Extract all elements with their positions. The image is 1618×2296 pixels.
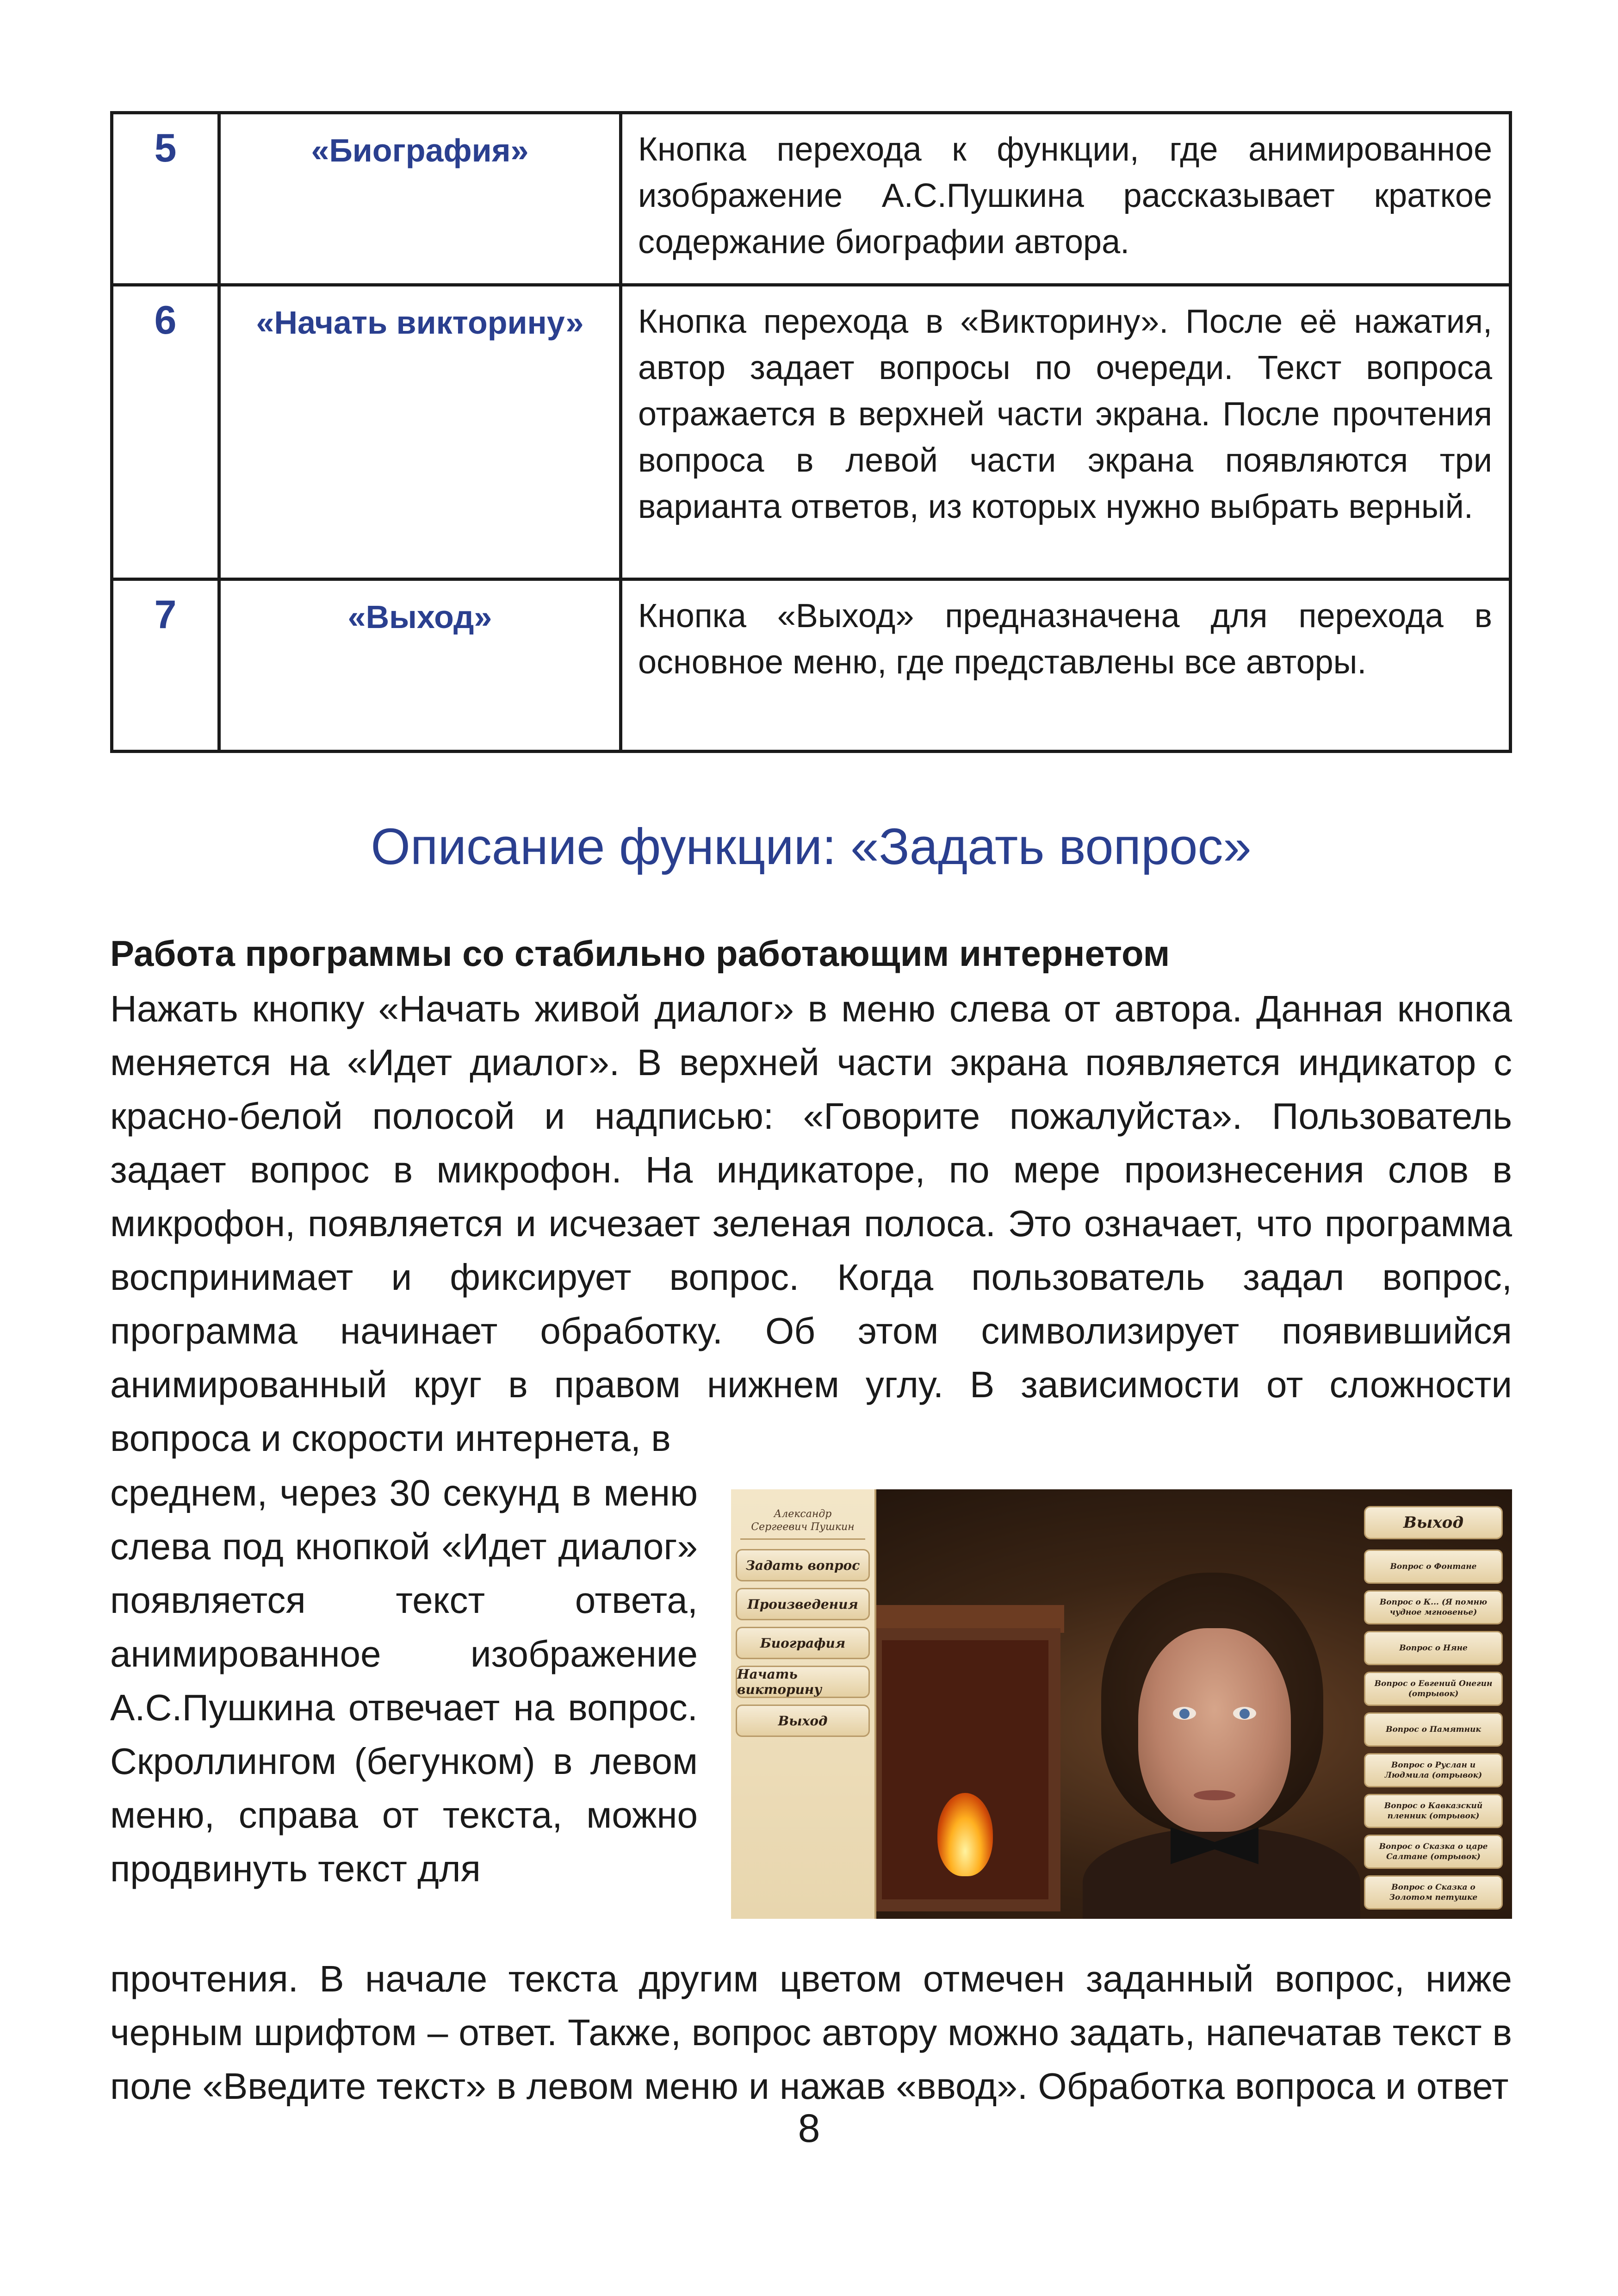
eye-icon bbox=[1233, 1707, 1256, 1720]
left-menu bbox=[731, 1489, 876, 1919]
mouth bbox=[1194, 1790, 1235, 1800]
works-button[interactable]: Произведения bbox=[736, 1588, 870, 1620]
button-description: Кнопка перехода в «Викторину». После её нажатия, автор задает вопросы по очереди. Текст вопроса отражается в верхней части экрана. После прочтения вопроса в левой части экрана появляются три варианта ответов, из которых нужно выбрать верный. bbox=[621, 285, 1511, 579]
question-button[interactable]: Вопрос о Сказка о царе Салтане (отрывок) bbox=[1364, 1835, 1503, 1869]
portrait-face bbox=[1138, 1628, 1291, 1832]
right-exit-button[interactable]: Выход bbox=[1364, 1506, 1503, 1539]
table-row bbox=[112, 285, 1511, 579]
page-number: 8 bbox=[798, 2106, 820, 2151]
table-row bbox=[112, 579, 1511, 752]
right-menu bbox=[1364, 1506, 1503, 1913]
section-heading: Описание функции: «Задать вопрос» bbox=[371, 818, 1252, 875]
ask-question-button[interactable]: Задать вопрос bbox=[736, 1549, 870, 1581]
fireplace bbox=[870, 1628, 1060, 1911]
row-number: 7 bbox=[112, 579, 219, 752]
question-button[interactable]: Вопрос о Руслан и Людмила (отрывок) bbox=[1364, 1753, 1503, 1787]
app-screenshot bbox=[731, 1489, 1512, 1919]
body-paragraph: Нажать кнопку «Начать живой диалог» в меню слева от автора. Данная кнопка меняется на «Идет диалог». В верхней части экрана появляется индикатор с красно-белой полосой и надписью: «Говорите пожалуйста». Пользователь задает вопрос в микрофон. На индикаторе, по мере произнесения слов в микрофон, появляется и исчезает зеленая полоса. Это означает, что программа воспринимает и фиксирует вопрос. Когда пользователь задал вопрос, программа начинает обработку. Об этом символизирует появившийся анимированный круг в правом нижнем углу. В зависимости от сложности вопроса и скорости интернета, в bbox=[110, 988, 1512, 1459]
button-name: «Выход» bbox=[219, 579, 621, 752]
button-description: Кнопка перехода к функции, где анимированное изображение А.С.Пушкина рассказывает краткое содержание биографии автора. bbox=[621, 113, 1511, 285]
row-number: 5 bbox=[112, 113, 219, 285]
row-number: 6 bbox=[112, 285, 219, 579]
fire-icon bbox=[937, 1793, 993, 1876]
wrapped-paragraph: среднем, через 30 секунд в меню слева под кнопкой «Идет диалог» появляется текст ответа, анимированное изображение А.С.Пушкина отвечает на вопрос. Скроллингом (бегунком) в левом меню, справа от текста, можно продвинуть текст для bbox=[110, 1472, 698, 1889]
exit-button[interactable]: Выход bbox=[736, 1705, 870, 1737]
question-button[interactable]: Вопрос о Евгений Онегин (отрывок) bbox=[1364, 1672, 1503, 1706]
functions-table bbox=[110, 111, 1512, 753]
button-name: «Биография» bbox=[219, 113, 621, 285]
question-button[interactable]: Вопрос о Памятник bbox=[1364, 1712, 1503, 1747]
biography-button[interactable]: Биография bbox=[736, 1627, 870, 1659]
button-name: «Начать викторину» bbox=[219, 285, 621, 579]
question-button[interactable]: Вопрос о Фонтане bbox=[1364, 1549, 1503, 1584]
question-button[interactable]: Вопрос о Няне bbox=[1364, 1631, 1503, 1665]
author-name: Александр Сергеевич Пушкин bbox=[740, 1503, 865, 1540]
question-button[interactable]: Вопрос о Сказка о Золотом петушке bbox=[1364, 1875, 1503, 1910]
question-button[interactable]: Вопрос о Кавказский пленник (отрывок) bbox=[1364, 1794, 1503, 1828]
eye-icon bbox=[1173, 1707, 1196, 1720]
table-row bbox=[112, 113, 1511, 285]
body-paragraph: прочтения. В начале текста другим цветом отмечен заданный вопрос, ниже черным шрифтом – ответ. Также, вопрос автору можно задать, напечатав текст в поле «Введите текст» в левом меню и нажав «ввод». Обработка вопроса и ответ bbox=[110, 1958, 1512, 2107]
subheading: Работа программы со стабильно работающим интернетом bbox=[110, 933, 1170, 974]
question-button[interactable]: Вопрос о К... (Я помню чудное мгновенье) bbox=[1364, 1590, 1503, 1624]
start-quiz-button[interactable]: Начать викторину bbox=[736, 1666, 870, 1698]
button-description: Кнопка «Выход» предназначена для перехода в основное меню, где представлены все авторы. bbox=[621, 579, 1511, 752]
